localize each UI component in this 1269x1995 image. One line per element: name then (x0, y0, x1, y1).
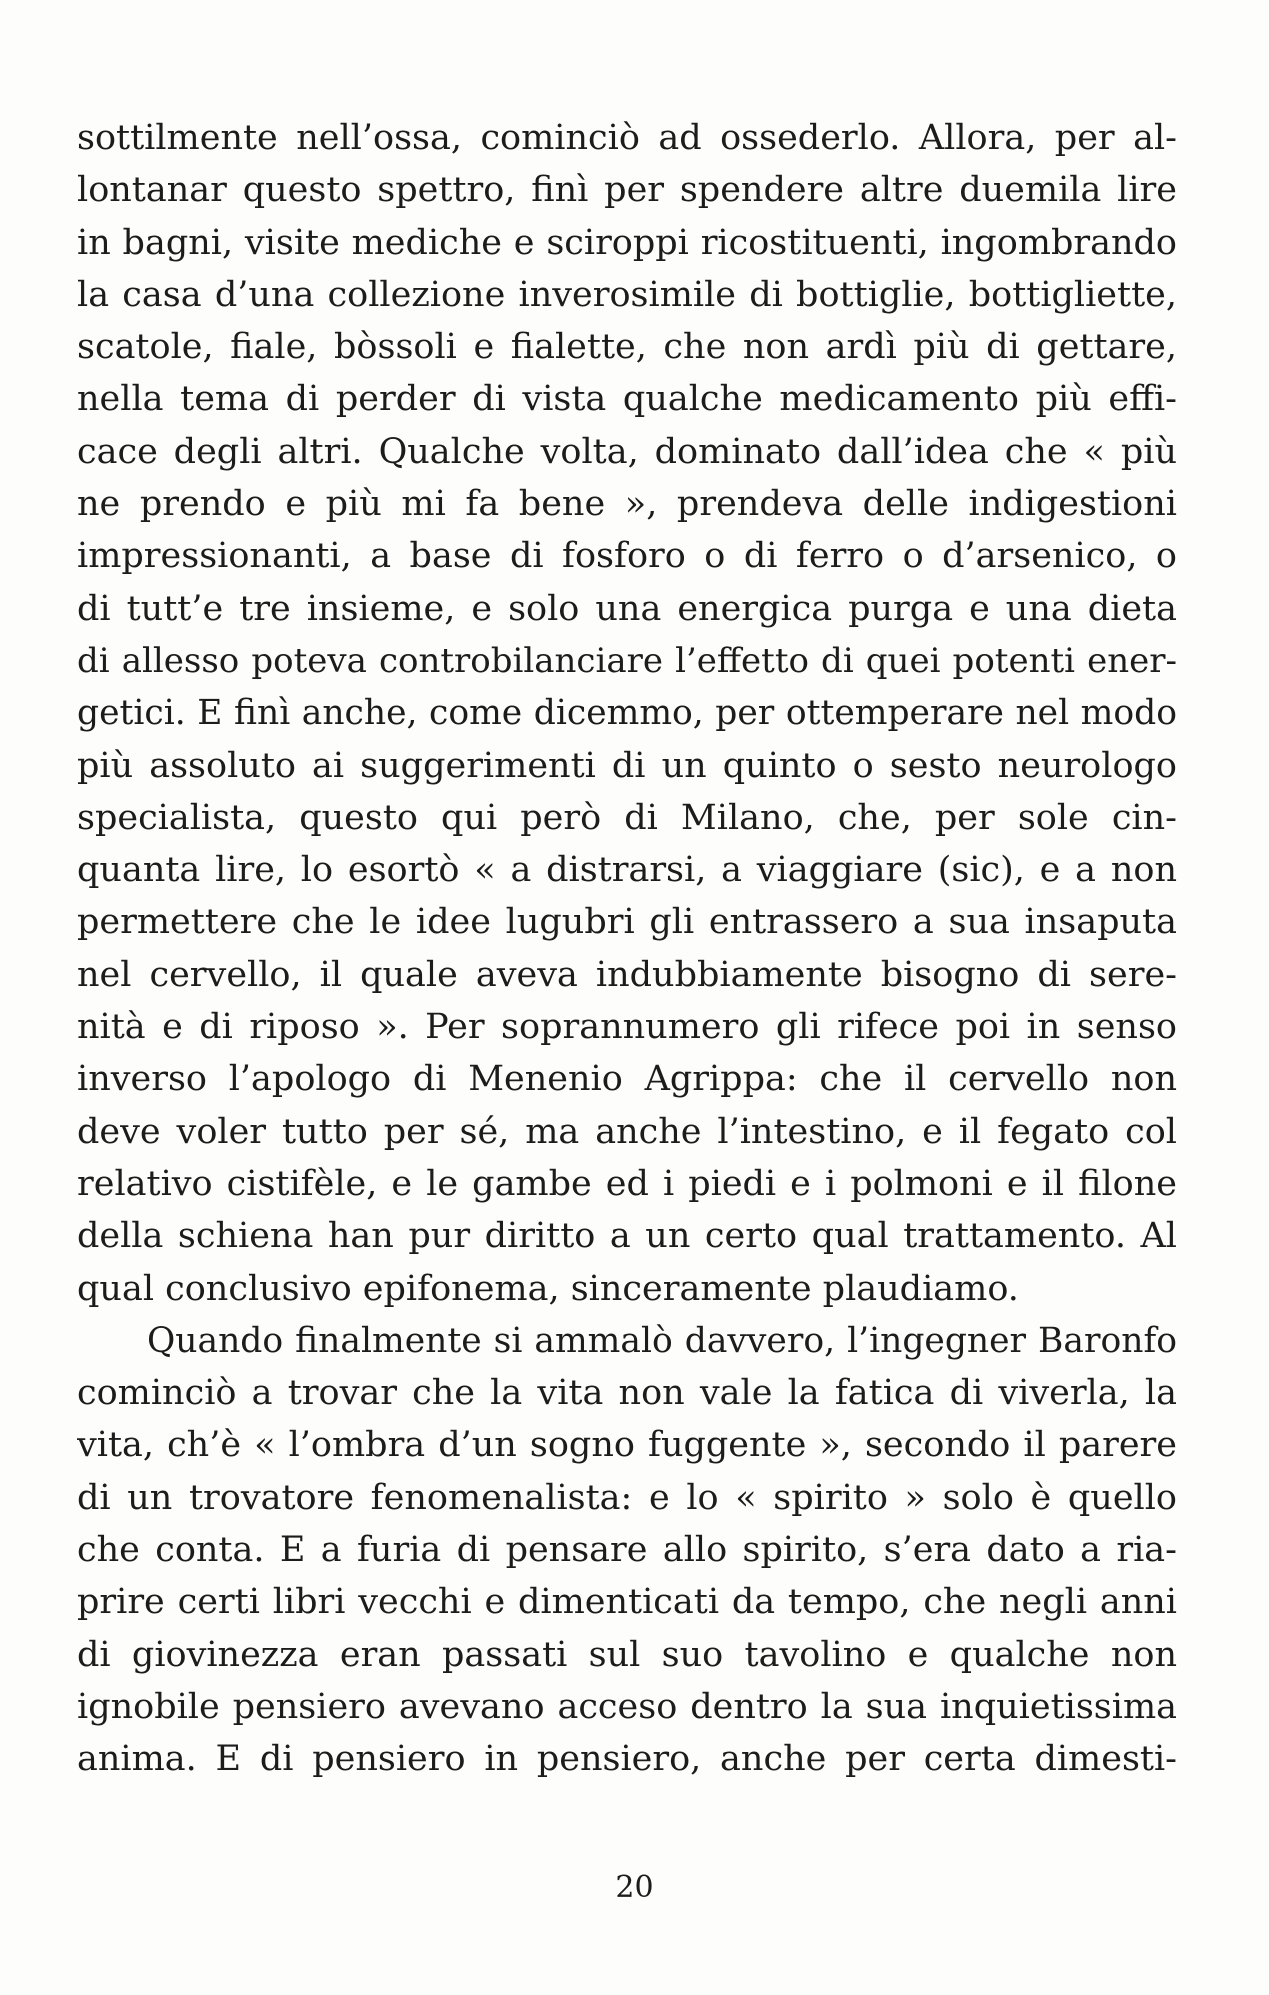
text-line: sottilmente nell’ossa, cominciò ad ossederlo. Allora, per al- (77, 118, 1177, 158)
text-line: più assoluto ai suggerimenti di un quinto o sesto neurologo (77, 745, 1177, 786)
text-line: cominciò a trovar che la vita non vale la fatica di viverla, la (77, 1373, 1177, 1414)
text-line: la casa d’una collezione inverosimile di bottiglie, bottigliette, (77, 274, 1177, 315)
text-line: qual conclusivo epifonema, sinceramente plaudiamo. (77, 1268, 1019, 1309)
text-line: quanta lire, lo esortò « a distrarsi, a viaggiare (sic), e a non (77, 850, 1177, 891)
text-line: in bagni, visite mediche e sciroppi ricostituenti, ingombrando (77, 222, 1177, 263)
text-line: relativo cistifèle, e le gambe ed i piedi e i polmoni e il filone (77, 1163, 1177, 1204)
text-line: cace degli altri. Qualche volta, dominato dall’idea che « più (77, 431, 1177, 472)
text-line: Quando finalmente si ammalò davvero, l’ingegner Baronfo (147, 1320, 1177, 1361)
text-line: di un trovatore fenomenalista: e lo « spirito » solo è quello (77, 1477, 1177, 1518)
text-line: lontanar questo spettro, finì per spendere altre duemila lire (77, 170, 1177, 211)
text-line: che conta. E a furia di pensare allo spirito, s’era dato a ria- (77, 1530, 1177, 1571)
text-line: nella tema di perder di vista qualche medicamento più effi- (77, 379, 1177, 420)
text-line: permettere che le idee lugubri gli entrassero a sua insaputa (77, 902, 1177, 943)
text-line: di tutt’e tre insieme, e solo una energica purga e una dieta (77, 588, 1177, 629)
text-line: specialista, questo qui però di Milano, che, per sole cin- (77, 797, 1177, 838)
text-line: deve voler tutto per sé, ma anche l’intestino, e il fegato col (77, 1111, 1177, 1152)
text-line: di allesso poteva controbilanciare l’effetto di quei potenti ener- (77, 640, 1177, 681)
text-line: getici. E finì anche, come dicemmo, per ottemperare nel modo (77, 693, 1177, 734)
text-line: vita, ch’è « l’ombra d’un sogno fuggente », secondo il parere (77, 1425, 1177, 1466)
text-line: di giovinezza eran passati sul suo tavolino e qualche non (77, 1634, 1177, 1675)
text-line: scatole, fiale, bòssoli e fialette, che non ardì più di gettare, (77, 327, 1177, 368)
text-line: ne prendo e più mi fa bene », prendeva delle indigestioni (77, 484, 1177, 525)
text-line: ignobile pensiero avevano acceso dentro la sua inquietissima (77, 1686, 1177, 1727)
text-line: nel cervello, il quale aveva indubbiamente bisogno di sere- (77, 954, 1177, 995)
text-line: della schiena han pur diritto a un certo qual trattamento. Al (77, 1216, 1177, 1257)
text-line: prire certi libri vecchi e dimenticati da tempo, che negli anni (77, 1582, 1177, 1623)
text-line: inverso l’apologo di Menenio Agrippa: che il cervello non (77, 1059, 1177, 1100)
page-number: 20 (615, 1870, 654, 1905)
body-text (77, 112, 1177, 1786)
text-line: impressionanti, a base di fosforo o di ferro o d’arsenico, o (77, 536, 1177, 577)
text-line: nità e di riposo ». Per soprannumero gli rifece poi in senso (77, 1007, 1177, 1048)
text-line: anima. E di pensiero in pensiero, anche per certa dimesti- (77, 1739, 1177, 1780)
